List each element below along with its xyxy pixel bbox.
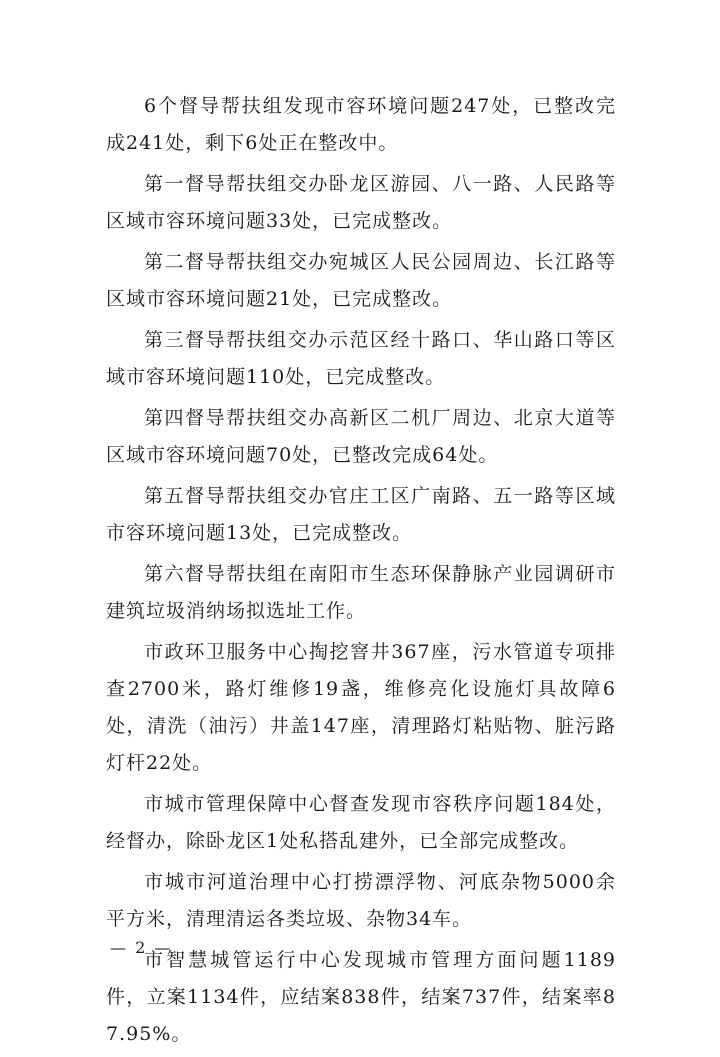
paragraph-group-3: 第三督导帮扶组交办示范区经十路口、华山路口等区域市容环境问题110处，已完成整改。: [106, 329, 616, 388]
paragraph-smart-city-center: 市智慧城管运行中心发现城市管理方面问题1189件，立案1134件，应结案838件，结案737件，结案率87.95%。: [106, 949, 616, 1045]
paragraph-group-1: 第一督导帮扶组交办卧龙区游园、八一路、人民路等区域市容环境问题33处，已完成整改。: [106, 173, 616, 232]
paragraph-group-6: 第六督导帮扶组在南阳市生态环保静脉产业园调研市建筑垃圾消纳场拟选址工作。: [106, 563, 616, 622]
paragraph-group-4: 第四督导帮扶组交办高新区二机厂周边、北京大道等区域市容环境问题70处，已整改完成64处。: [106, 407, 616, 466]
paragraph-river-center: 市城市河道治理中心打捞漂浮物、河底杂物5000余平方米，清理清运各类垃圾、杂物34车。: [106, 871, 616, 930]
paragraph-group-2: 第二督导帮扶组交办宛城区人民公园周边、长江路等区域市容环境问题21处，已完成整改。: [106, 251, 616, 310]
page-number: — 2 —: [110, 938, 173, 957]
paragraph-summary: 6个督导帮扶组发现市容环境问题247处，已整改完成241处，剩下6处正在整改中。: [106, 95, 616, 154]
paragraph-group-5: 第五督导帮扶组交办官庄工区广南路、五一路等区域市容环境问题13处，已完成整改。: [106, 485, 616, 544]
paragraph-sanitation-center: 市政环卫服务中心掏挖窨井367座，污水管道专项排查2700米，路灯维修19盏，维修亮化设施灯具故障6处，清洗（油污）井盖147座，清理路灯粘贴物、脏污路灯杆22处。: [106, 641, 616, 774]
paragraph-management-center: 市城市管理保障中心督查发现市容秩序问题184处，经督办，除卧龙区1处私搭乱建外，已全部完成整改。: [106, 793, 616, 852]
document-body: [106, 88, 616, 1057]
